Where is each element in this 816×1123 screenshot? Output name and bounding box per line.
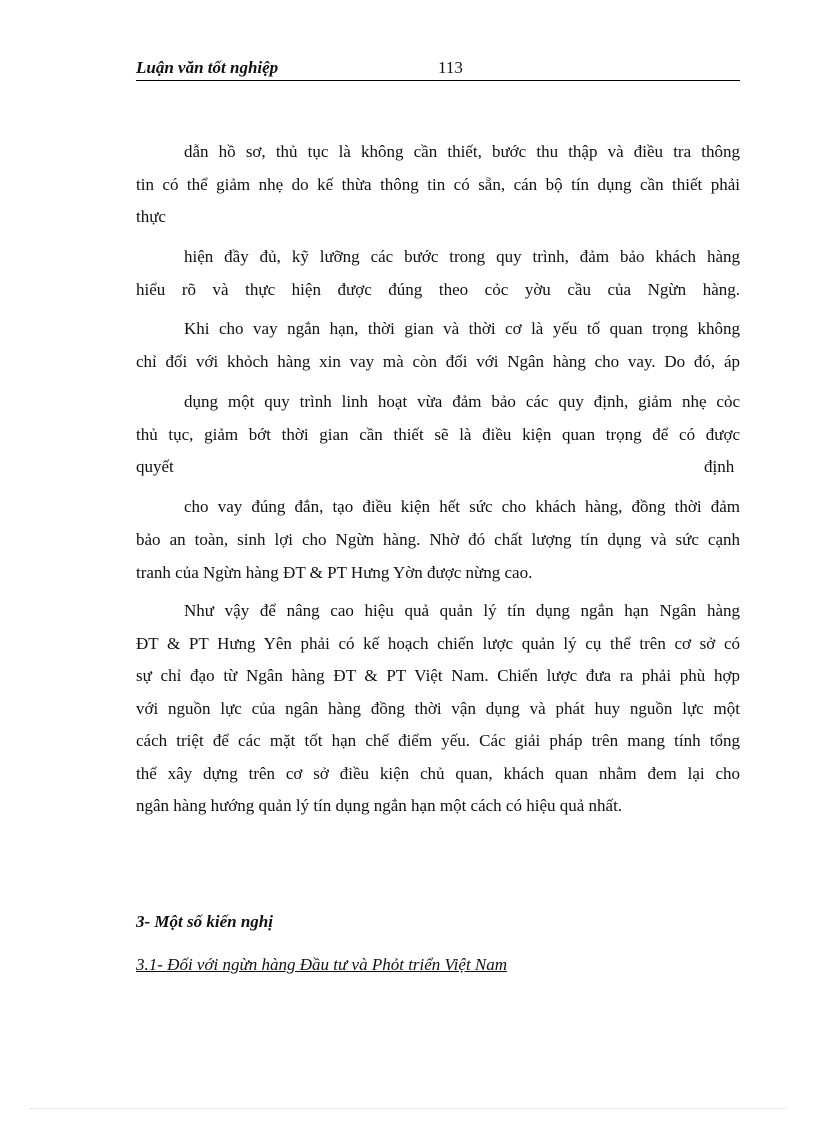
header-title: Luận văn tốt nghiệp — [136, 58, 279, 77]
text-line: tin có thể giảm nhẹ do kế thừa thông tin có sẵn, cán bộ tín dụng cần thiết phải — [136, 175, 740, 194]
page-number: 113 — [438, 58, 463, 77]
text-line: quyết — [136, 457, 174, 476]
text-line: với nguồn lực của ngân hàng đồng thời vận dụng và phát huy nguồn lực một — [136, 699, 740, 718]
text-line: thể xây dựng trên cơ sở điều kiện chủ quan, khách quan nhằm đem lại cho — [136, 764, 740, 783]
text-line: thực — [136, 207, 166, 226]
text-line: Như vậy để nâng cao hiệu quả quản lý tín dụng ngắn hạn Ngân hàng — [184, 601, 740, 620]
text-line: bảo an toàn, sinh lợi cho Ngừn hàng. Nhờ đó chất lượng tín dụng và sức cạnh — [136, 530, 740, 549]
text-line: ĐT & PT Hưng Yên phải có kế hoạch chiến lược quản lý cụ thể trên cơ sở có — [136, 634, 740, 653]
text-line: định — [704, 457, 735, 476]
text-line: hiện đầy đủ, kỹ lưỡng các bước trong quy trình, đảm bảo khách hàng — [184, 247, 740, 266]
text-line: Khi cho vay ngắn hạn, thời gian và thời cơ là yếu tố quan trọng không — [184, 319, 740, 338]
page-header — [136, 58, 740, 81]
text-line: cho vay đúng đắn, tạo điều kiện hết sức cho khách hàng, đồng thời đảm — [184, 497, 740, 516]
text-line: hiểu rõ và thực hiện được đúng theo cỏc yờu cầu của Ngừn hàng. — [136, 280, 740, 299]
text-line: sự chỉ đạo từ Ngân hàng ĐT & PT Việt Nam. Chiến lược đưa ra phải phù hợp — [136, 666, 740, 685]
text-line: tranh của Ngừn hàng ĐT & PT Hưng Yờn được nừng cao. — [136, 563, 533, 582]
section-subheading: 3.1- Đối với ngừn hàng Đầu tư và Phỏt triển Việt Nam — [136, 955, 508, 974]
text-line: thủ tục, giảm bớt thời gian cần thiết sẽ là điều kiện quan trọng để có được — [136, 425, 740, 444]
bottom-dotted-rule — [30, 1108, 786, 1109]
text-line: chỉ đối với khỏch hàng xin vay mà còn đối với Ngân hàng cho vay. Do đó, áp — [136, 352, 740, 371]
text-line: cách triệt để các mặt tốt hạn chế điểm yếu. Các giải pháp trên mang tính tổng — [136, 731, 740, 750]
section-heading: 3- Một số kiến nghị — [136, 912, 273, 931]
text-line: ngân hàng hướng quản lý tín dụng ngắn hạn một cách có hiệu quả nhất. — [136, 796, 623, 815]
text-line: dụng một quy trình linh hoạt vừa đảm bảo các quy định, giảm nhẹ cỏc — [184, 392, 740, 411]
text-line: dẫn hồ sơ, thủ tục là không cần thiết, bước thu thập và điều tra thông — [184, 142, 740, 161]
